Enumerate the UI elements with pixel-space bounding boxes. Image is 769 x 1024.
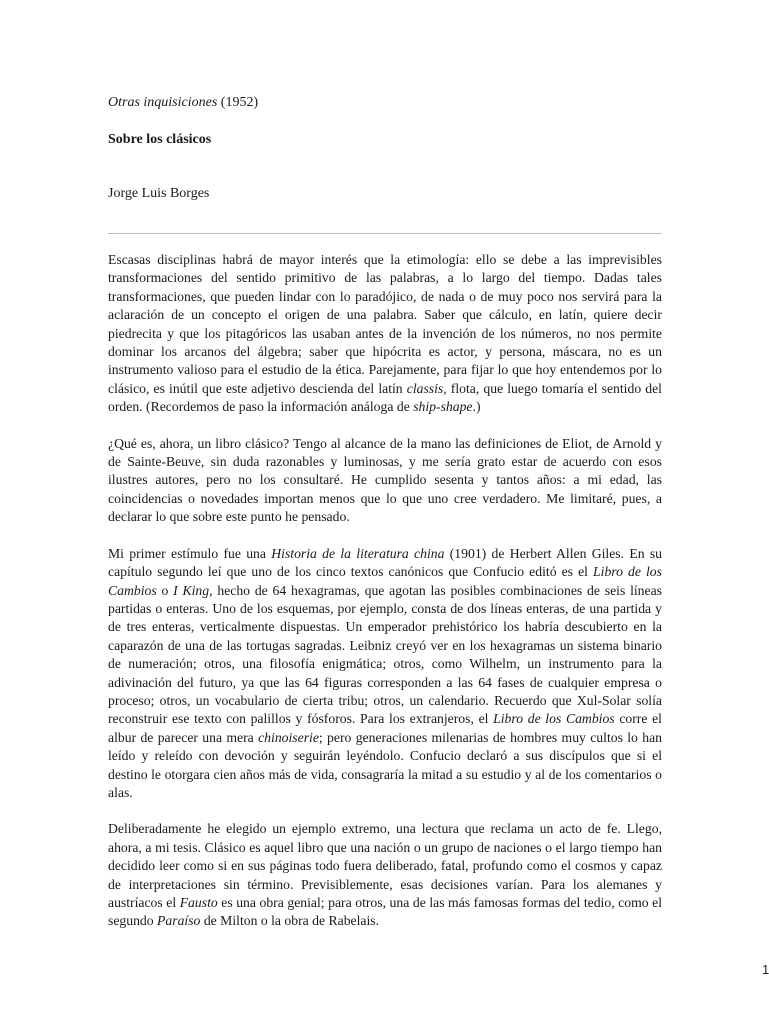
- text-run: , flota, que luego tomaría el sentido del orden. (Recordemos de paso la información análoga de: [108, 380, 662, 415]
- text-run: , hecho de 64 hexagramas, que agotan las posibles combinaciones de seis líneas partidas o enteras. Uno de los esquemas, por ejemplo, consta de dos líneas enteras, de una partida y de tres enteras, verticalmente dispuestas. Un emperador prehistórico los habría descubierto en la caparazón de una de las tortugas sagradas. Leibniz creyó ver en los hexagramas un sistema binario de numeración; otros, una filosofía enigmática; otros, como Wilhelm, un instrumento para la adivinación del futuro, ya que las 64 figuras corresponden a las 64 fases de cualquier empresa o proceso; otros, un vocabulario de cierta tribu; otros, un calendario. Recuerdo que Xul-Solar solía reconstruir ese texto con palillos y fósforos. Para los extranjeros, el: [108, 582, 662, 727]
- italic-text: chinoiserie: [258, 729, 319, 745]
- text-run: Escasas disciplinas habrá de mayor interés que la etimología: ello se debe a las imprevisibles transformaciones del sentido primitivo de las palabras, a lo largo del tiempo. Dadas tales transformaciones, que pueden lindar con lo paradójico, de nada o de muy poco nos servirá para la aclaración de un concepto el origen de una palabra. Saber que cálculo, en latín, quiere decir piedrecita y que los pitagóricos las usaban antes de la invención de los números, no nos permite dominar los arcanos del álgebra; saber que hipócrita es actor, y persona, máscara, no es un instrumento valioso para el estudio de la ética. Parejamente, para fijar lo que hoy entendemos por lo clásico, es inútil que este adjetivo descienda del latín: [108, 252, 662, 396]
- italic-text: Paraíso: [157, 913, 201, 929]
- document-page: [108, 0, 769, 1024]
- italic-text: Libro de los Cambios: [108, 564, 662, 598]
- page-number: 1: [762, 962, 769, 977]
- book-year: (1952): [220, 95, 259, 110]
- text-run: corre el albur de parecer una mera: [108, 711, 662, 745]
- paragraph-4: [108, 820, 662, 930]
- paragraph-2: [108, 435, 662, 527]
- essay-title: Sobre los clásicos: [108, 132, 212, 147]
- italic-text: Fausto: [179, 895, 218, 910]
- italic-text: Historia de la literatura china: [271, 545, 445, 561]
- italic-text: classis: [406, 380, 444, 396]
- text-run: Deliberadamente he elegido un ejemplo extremo, una lectura que reclama un acto de fe. Llego, ahora, a mi tesis. Clásico es aquel libro que una nación o un grupo de naciones o el largo tiempo han decidido leer como si en sus páginas todo fuera deliberado, fatal, profundo como el cosmos y capaz de interpretaciones sin término. Previsiblemente, esas decisiones varían. Para los alemanes y austríacos el: [108, 821, 662, 910]
- essay-body: [108, 251, 662, 949]
- text-run: es una obra genial; para otros, una de las más famosas formas del tedio, como el segundo: [108, 895, 662, 929]
- book-citation: [108, 94, 258, 112]
- text-run: o: [156, 582, 174, 598]
- paragraph-1: [108, 251, 662, 417]
- book-title: Otras inquisiciones: [108, 95, 218, 110]
- italic-text: I King: [173, 582, 210, 598]
- text-run: ; pero generaciones milenarias de hombres muy cultos lo han leído y releído con devoción y seguirán leyéndolo. Confucio declaró a sus discípulos que si el destino le otorgara cien años más de vida, consagraría la mitad a su estudio y al de los comentarios o alas.: [108, 729, 662, 800]
- italic-text: ship-shape: [413, 399, 473, 415]
- text-run: (1901) de Herbert Allen Giles. En su capítulo segundo leí que uno de los cinco textos canónicos que Confucio editó es el: [108, 545, 662, 580]
- author-name: Jorge Luis Borges: [108, 186, 210, 201]
- italic-text: Libro de los Cambios: [493, 711, 615, 727]
- text-run: .): [472, 399, 481, 415]
- text-run: de Milton o la obra de Rabelais.: [200, 913, 380, 929]
- paragraph-3: [108, 545, 662, 803]
- text-run: ¿Qué es, ahora, un libro clásico? Tengo al alcance de la mano las definiciones de Eliot, de Arnold y de Sainte-Beuve, sin duda razonables y luminosas, y me sería grato estar de acuerdo con esos ilustres autores, pero no los consultaré. He cumplido sesenta y tantos años: a mi edad, las coincidencias o novedades importan menos que lo que uno cree verdadero. Me limitaré, pues, a declarar lo que sobre este punto he pensado.: [108, 435, 662, 525]
- text-run: Mi primer estímulo fue una: [108, 545, 272, 561]
- divider-line: [108, 233, 662, 234]
